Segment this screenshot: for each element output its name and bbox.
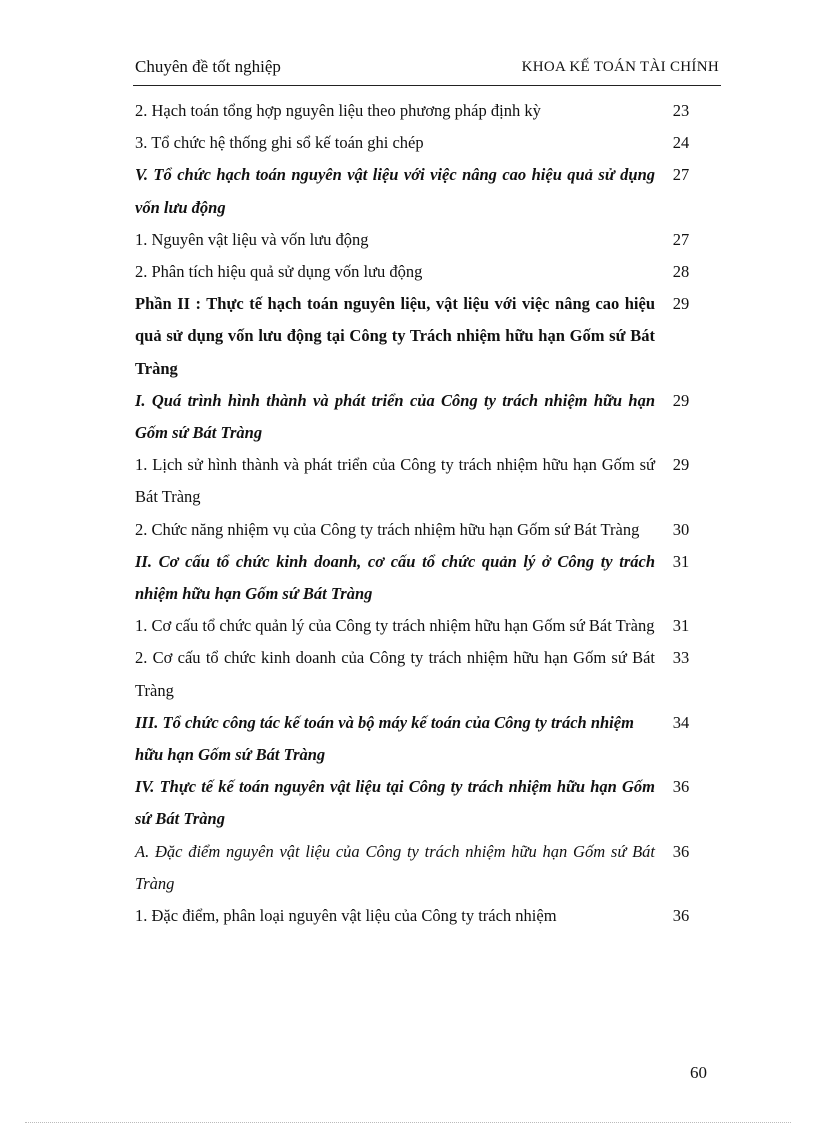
header-document-title: Chuyên đề tốt nghiệp bbox=[135, 57, 281, 76]
toc-entry-page: 30 bbox=[672, 519, 690, 539]
toc-entry bbox=[135, 707, 701, 771]
toc-entry-title: 2. Phân tích hiệu quả sử dụng vốn lưu động bbox=[135, 262, 423, 282]
toc-entry-page: 29 bbox=[672, 455, 690, 475]
toc-entry bbox=[135, 836, 701, 900]
toc-entry bbox=[135, 385, 701, 449]
toc-entry-title: I. Quá trình hình thành và phát triển của Công ty trách nhiệm hữu hạn Gốm sứ Bát Tràng bbox=[135, 390, 655, 443]
toc-entry-page: 27 bbox=[672, 165, 690, 185]
toc-entry bbox=[135, 771, 701, 835]
toc-entry-title: IV. Thực tế kế toán nguyên vật liệu tại Công ty trách nhiệm hữu hạn Gốm sứ Bát Tràng bbox=[135, 777, 655, 829]
toc-entry-page: 31 bbox=[672, 551, 690, 571]
toc-entry-page: 34 bbox=[672, 712, 690, 732]
toc-entry-page: 36 bbox=[672, 841, 690, 861]
toc-entry-page: 29 bbox=[672, 294, 690, 314]
toc-entry-page: 36 bbox=[672, 777, 690, 797]
toc-entry bbox=[135, 514, 701, 546]
table-of-contents bbox=[135, 95, 701, 932]
toc-entry-page: 27 bbox=[672, 229, 690, 249]
toc-entry bbox=[135, 159, 701, 223]
toc-entry bbox=[135, 900, 701, 932]
toc-entry-title: 2. Chức năng nhiệm vụ của Công ty trách nhiệm hữu hạn Gốm sứ Bát Tràng bbox=[135, 519, 640, 539]
page-header bbox=[133, 55, 721, 86]
toc-entry-title: 1. Cơ cấu tổ chức quản lý của Công ty trách nhiệm hữu hạn Gốm sứ Bát Tràng bbox=[135, 616, 655, 636]
toc-entry-page: 23 bbox=[672, 101, 690, 120]
toc-entry-page: 29 bbox=[672, 390, 690, 410]
toc-entry-title: 2. Cơ cấu tổ chức kinh doanh của Công ty trách nhiệm hữu hạn Gốm sứ Bát Tràng bbox=[135, 648, 655, 700]
toc-entry-title: V. Tổ chức hạch toán nguyên vật liệu với việc nâng cao hiệu quả sử dụng vốn lưu động bbox=[135, 165, 655, 217]
toc-entry bbox=[135, 449, 701, 513]
toc-entry bbox=[135, 127, 701, 159]
toc-entry-title: 1. Nguyên vật liệu và vốn lưu động bbox=[135, 229, 369, 249]
toc-entry-title: Phần II : Thực tế hạch toán nguyên liệu, vật liệu với việc nâng cao hiệu quả sử dụng vốn lưu động tại Công ty Trách nhiệm hữu hạn Gốm sứ Bát Tràng bbox=[135, 294, 655, 378]
toc-entry bbox=[135, 95, 701, 127]
toc-entry bbox=[135, 288, 701, 385]
toc-entry-page: 33 bbox=[672, 648, 690, 668]
page-number: 60 bbox=[690, 1063, 707, 1082]
toc-entry-title: II. Cơ cấu tổ chức kinh doanh, cơ cấu tổ chức quản lý ở Công ty trách nhiệm hữu hạn Gốm sứ Bát Tràng bbox=[135, 551, 655, 604]
toc-entry-title: III. Tổ chức công tác kế toán và bộ máy kế toán của Công ty trách nhiệm hữu hạn Gốm sứ Bát Tràng bbox=[135, 712, 634, 765]
toc-entry bbox=[135, 224, 701, 256]
toc-entry-page: 28 bbox=[672, 262, 690, 282]
toc-entry-title: 2. Hạch toán tổng hợp nguyên liệu theo phương pháp định kỳ bbox=[135, 101, 541, 120]
toc-entry-title: A. Đặc điểm nguyên vật liệu của Công ty trách nhiệm hữu hạn Gốm sứ Bát Tràng bbox=[135, 841, 655, 893]
toc-entry-page: 31 bbox=[672, 616, 690, 636]
toc-entry-title: 3. Tổ chức hệ thống ghi sổ kế toán ghi chép bbox=[135, 133, 424, 153]
toc-entry bbox=[135, 256, 701, 288]
toc-entry-title: 1. Đặc điểm, phân loại nguyên vật liệu của Công ty trách nhiệm bbox=[135, 906, 557, 926]
toc-entry-title: 1. Lịch sử hình thành và phát triển của Công ty trách nhiệm hữu hạn Gốm sứ Bát Tràng bbox=[135, 455, 655, 507]
toc-entry bbox=[135, 642, 701, 706]
header-faculty-name: KHOA KẾ TOÁN TÀI CHÍNH bbox=[521, 59, 719, 75]
toc-entry-page: 36 bbox=[672, 906, 690, 926]
toc-entry bbox=[135, 546, 701, 610]
toc-entry-page: 24 bbox=[672, 133, 690, 153]
toc-entry bbox=[135, 610, 701, 642]
